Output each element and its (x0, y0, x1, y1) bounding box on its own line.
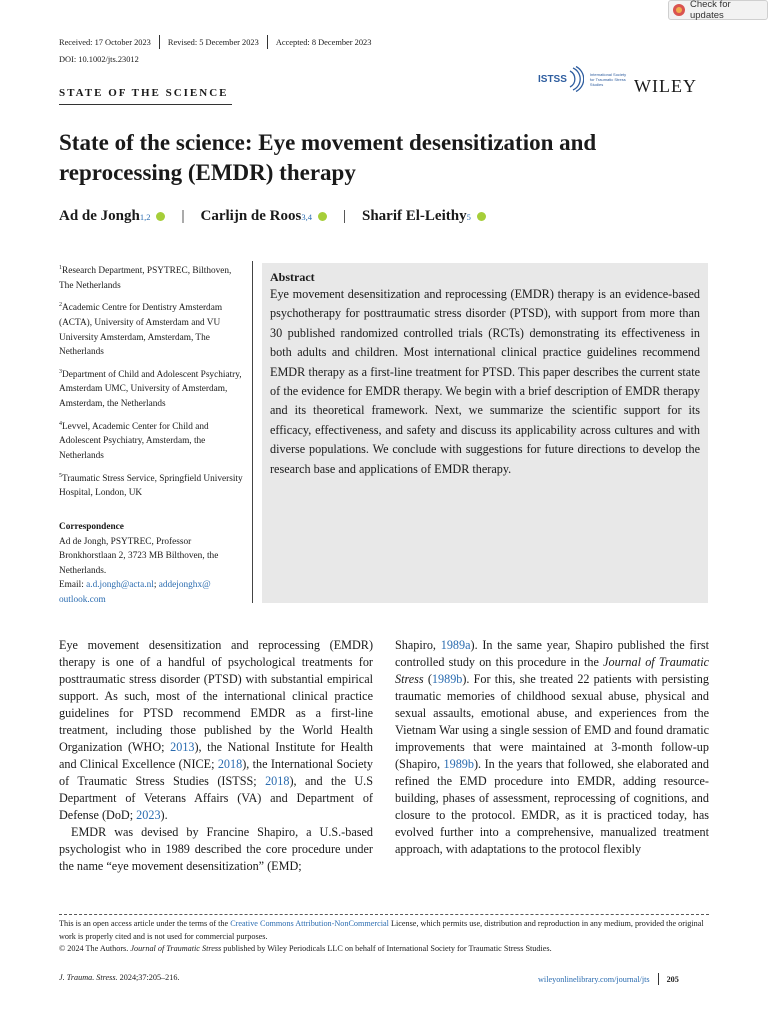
author-name[interactable]: Ad de Jongh (59, 208, 140, 224)
affiliation (59, 261, 244, 293)
affiliation-text: Department of Child and Adolescent Psychiatry, Amsterdam UMC, University of Amsterdam, Amsterdam, the Netherlands (59, 369, 242, 410)
text-run: ), the International Society of Traumatic Stress Studies (ISTSS; (59, 757, 373, 788)
section-label: STATE OF THE SCIENCE (59, 87, 229, 99)
paragraph (59, 637, 373, 824)
footer-rule (59, 914, 709, 915)
author-affiliation-sup[interactable]: 3,4 (301, 211, 312, 222)
affiliation-number: 5 (59, 472, 62, 479)
affiliation-number: 1 (59, 265, 62, 271)
paragraph: EMDR was devised by Francine Shapiro, a U.S.-based psychologist who in 1989 described the core procedure under the name “eye movement desensitization” (EMD; (59, 825, 373, 873)
license-notice (59, 918, 709, 956)
correspondence (59, 520, 249, 608)
text-run: ( (423, 672, 432, 686)
email-link[interactable]: addejonghx@ outlook.com (59, 580, 211, 605)
affiliation-number: 4 (59, 420, 62, 427)
license-text (59, 918, 709, 943)
abstract-text: Eye movement desensitization and reprocessing (EMDR) therapy is an evidence-based psychotherapy for posttraumatic stress disorder (PTSD), with support from more than 30 published randomized controlled trials (RCTs) demonstrating its effectiveness in both adults and children. Most international clinical practice guidelines recommend EMDR therapy as a first-line treatment for PTSD. This paper describes the current state of the evidence for EMDR therapy. We begin with a brief description of EMDR therapy and its theoretical framework. Next, we summarize the scientific support for its efficacy, effectiveness, and safety and discuss its applicability across cultures and with diverse populations. We conclude with suggestions for future directions to develop the research base and applications of EMDR therapy. (270, 287, 700, 476)
body-column-left (59, 637, 373, 875)
email-separator: ; (153, 580, 159, 591)
text-run: License, which permits use, distribution and reproduction in any medium, provided the original work is properly cited and is not used for commercial purposes. (59, 919, 704, 941)
paragraph (395, 637, 709, 858)
column-divider (252, 261, 253, 603)
citation-link[interactable]: 2013 (170, 740, 195, 754)
revised-date: Revised: 5 December 2023 (167, 37, 259, 47)
affiliations (59, 261, 244, 506)
text-run: © 2024 The Authors. (59, 944, 131, 953)
author-affiliation-sup[interactable]: 1,2 (139, 211, 151, 222)
page-number: 205 (666, 974, 679, 984)
volume-pages: 2024;37:205–216. (117, 973, 180, 982)
author-divider: | (181, 208, 185, 224)
text-run: Eye movement desensitization and reprocessing (EMDR) therapy is one of a handful of psychological treatments for posttraumatic stress disorder (PTSD) with substantial empirical support. As such, most of the international clinical practice guidelines for PTSD recommend EMDR as a first-line treatment, including those published by the World Health Organization (WHO; (59, 638, 373, 754)
citation-link[interactable]: 2018 (265, 774, 290, 788)
citation-line (59, 973, 179, 982)
affiliation-text: Academic Centre for Dentistry Amsterdam (ACTA), University of Amsterdam and VU University Amsterdam, Amsterdam, The Netherlands (59, 303, 223, 358)
text-run: ). For this, she treated 22 patients with persisting traumatic memories of childhood sexual abuse, physical and sexual assaults, emotional abuse, and experiences from the Vietnam War using a single session of EMD and found dramatic improvements that were maintained at 3-month follow-up (Shapiro, (395, 672, 709, 771)
affiliation-number: 2 (59, 302, 62, 309)
journal-name: Journal of Traumatic Stress (130, 944, 222, 953)
body-column-right (395, 637, 709, 858)
citation-link[interactable]: 1989b (431, 672, 463, 686)
accepted-date: Accepted: 8 December 2023 (275, 37, 372, 47)
journal-url-link[interactable]: wileyonlinelibrary.com/journal/jts (538, 974, 650, 984)
text-run: published by Wiley Periodicals LLC on behalf of International Society for Traumatic Stress Studies. (221, 944, 552, 953)
author-list (59, 208, 486, 225)
istss-logo-text: ISTSS (538, 73, 567, 85)
article-dates (59, 35, 379, 49)
divider (658, 973, 659, 985)
orcid-icon[interactable] (318, 212, 327, 221)
received-date: Received: 17 October 2023 (59, 37, 151, 47)
check-for-updates-label: Check for updates (689, 0, 731, 21)
check-for-updates-button[interactable] (668, 0, 768, 20)
crossmark-icon (673, 4, 685, 16)
journal-abbrev: J. Trauma. Stress. (59, 973, 118, 982)
author-divider: | (342, 208, 346, 224)
text-run: ). In the same year, Shapiro published the first controlled study on this procedure in the (395, 638, 710, 669)
article-title: State of the science: Eye movement desensitization and reprocessing (EMDR) therapy (59, 130, 597, 185)
affiliation (59, 417, 244, 464)
affiliation-text: Research Department, PSYTREC, Bilthoven, The Netherlands (59, 266, 232, 291)
doi[interactable]: DOI: 10.1002/jts.23012 (59, 55, 139, 64)
correspondence-email (59, 578, 249, 607)
affiliation-text: Levvel, Academic Center for Child and Adolescent Psychiatry, Amsterdam, the Netherlands (59, 421, 209, 461)
citation-link[interactable]: 2018 (217, 757, 243, 771)
text-run: Shapiro, (395, 638, 441, 652)
correspondence-heading: Correspondence (59, 522, 124, 532)
text-run: This is an open access article under the terms of the (59, 919, 231, 928)
istss-arcs-icon (568, 66, 584, 92)
istss-logo-subtitle: International Society for Traumatic Stress Studies (589, 71, 627, 87)
text-run: ), and the U.S Department of Veterans Affairs (VA) and Department of Defense (DoD; (59, 774, 373, 822)
email-link[interactable]: a.d.jongh@acta.nl (86, 580, 154, 591)
abstract-box (262, 263, 708, 603)
text-run: ). (160, 808, 168, 822)
section-rule (59, 104, 232, 105)
affiliation (59, 365, 244, 412)
correspondence-address: Ad de Jongh, PSYTREC, Professor Bronkhorstlaan 2, 3723 MB Bilthoven, the Netherlands. (59, 536, 219, 576)
istss-logo[interactable] (538, 66, 630, 92)
affiliation (59, 469, 244, 501)
orcid-icon[interactable] (156, 212, 165, 221)
citation-link[interactable]: 1989b (443, 757, 474, 771)
abstract-heading: Abstract (270, 270, 315, 284)
author-name[interactable]: Carlijn de Roos (200, 208, 302, 224)
license-link[interactable]: Creative Commons Attribution-NonCommercial (230, 919, 389, 928)
citation-link[interactable]: 1989a (440, 638, 471, 652)
email-label: Email: (59, 580, 87, 591)
text-run: ). In the years that followed, she elaborated and refined the EMD procedure into EMDR, adding resource-building, phases of assessment, reprocessing of cognitions, and closure to the protocol. EMDR, as it is practiced today, has evolved further into a comprehensive, manualized treatment approach, with adaptations to the protocol flexibly (395, 757, 709, 856)
author-name[interactable]: Sharif El-Leithy (361, 208, 467, 224)
footer-right (538, 973, 679, 985)
citation-link[interactable]: 2023 (136, 808, 161, 822)
journal-name: Journal of Traumatic Stress (395, 655, 709, 686)
affiliation (59, 298, 244, 359)
copyright-text (59, 943, 709, 956)
affiliation-text: Traumatic Stress Service, Springfield University Hospital, London, UK (59, 473, 243, 499)
author-affiliation-sup[interactable]: 5 (466, 211, 471, 222)
text-run: ), the National Institute for Health and Clinical Excellence (NICE; (59, 740, 374, 771)
affiliation-number: 3 (59, 368, 62, 375)
orcid-icon[interactable] (477, 212, 486, 221)
wiley-logo[interactable]: WILEY (634, 76, 697, 96)
